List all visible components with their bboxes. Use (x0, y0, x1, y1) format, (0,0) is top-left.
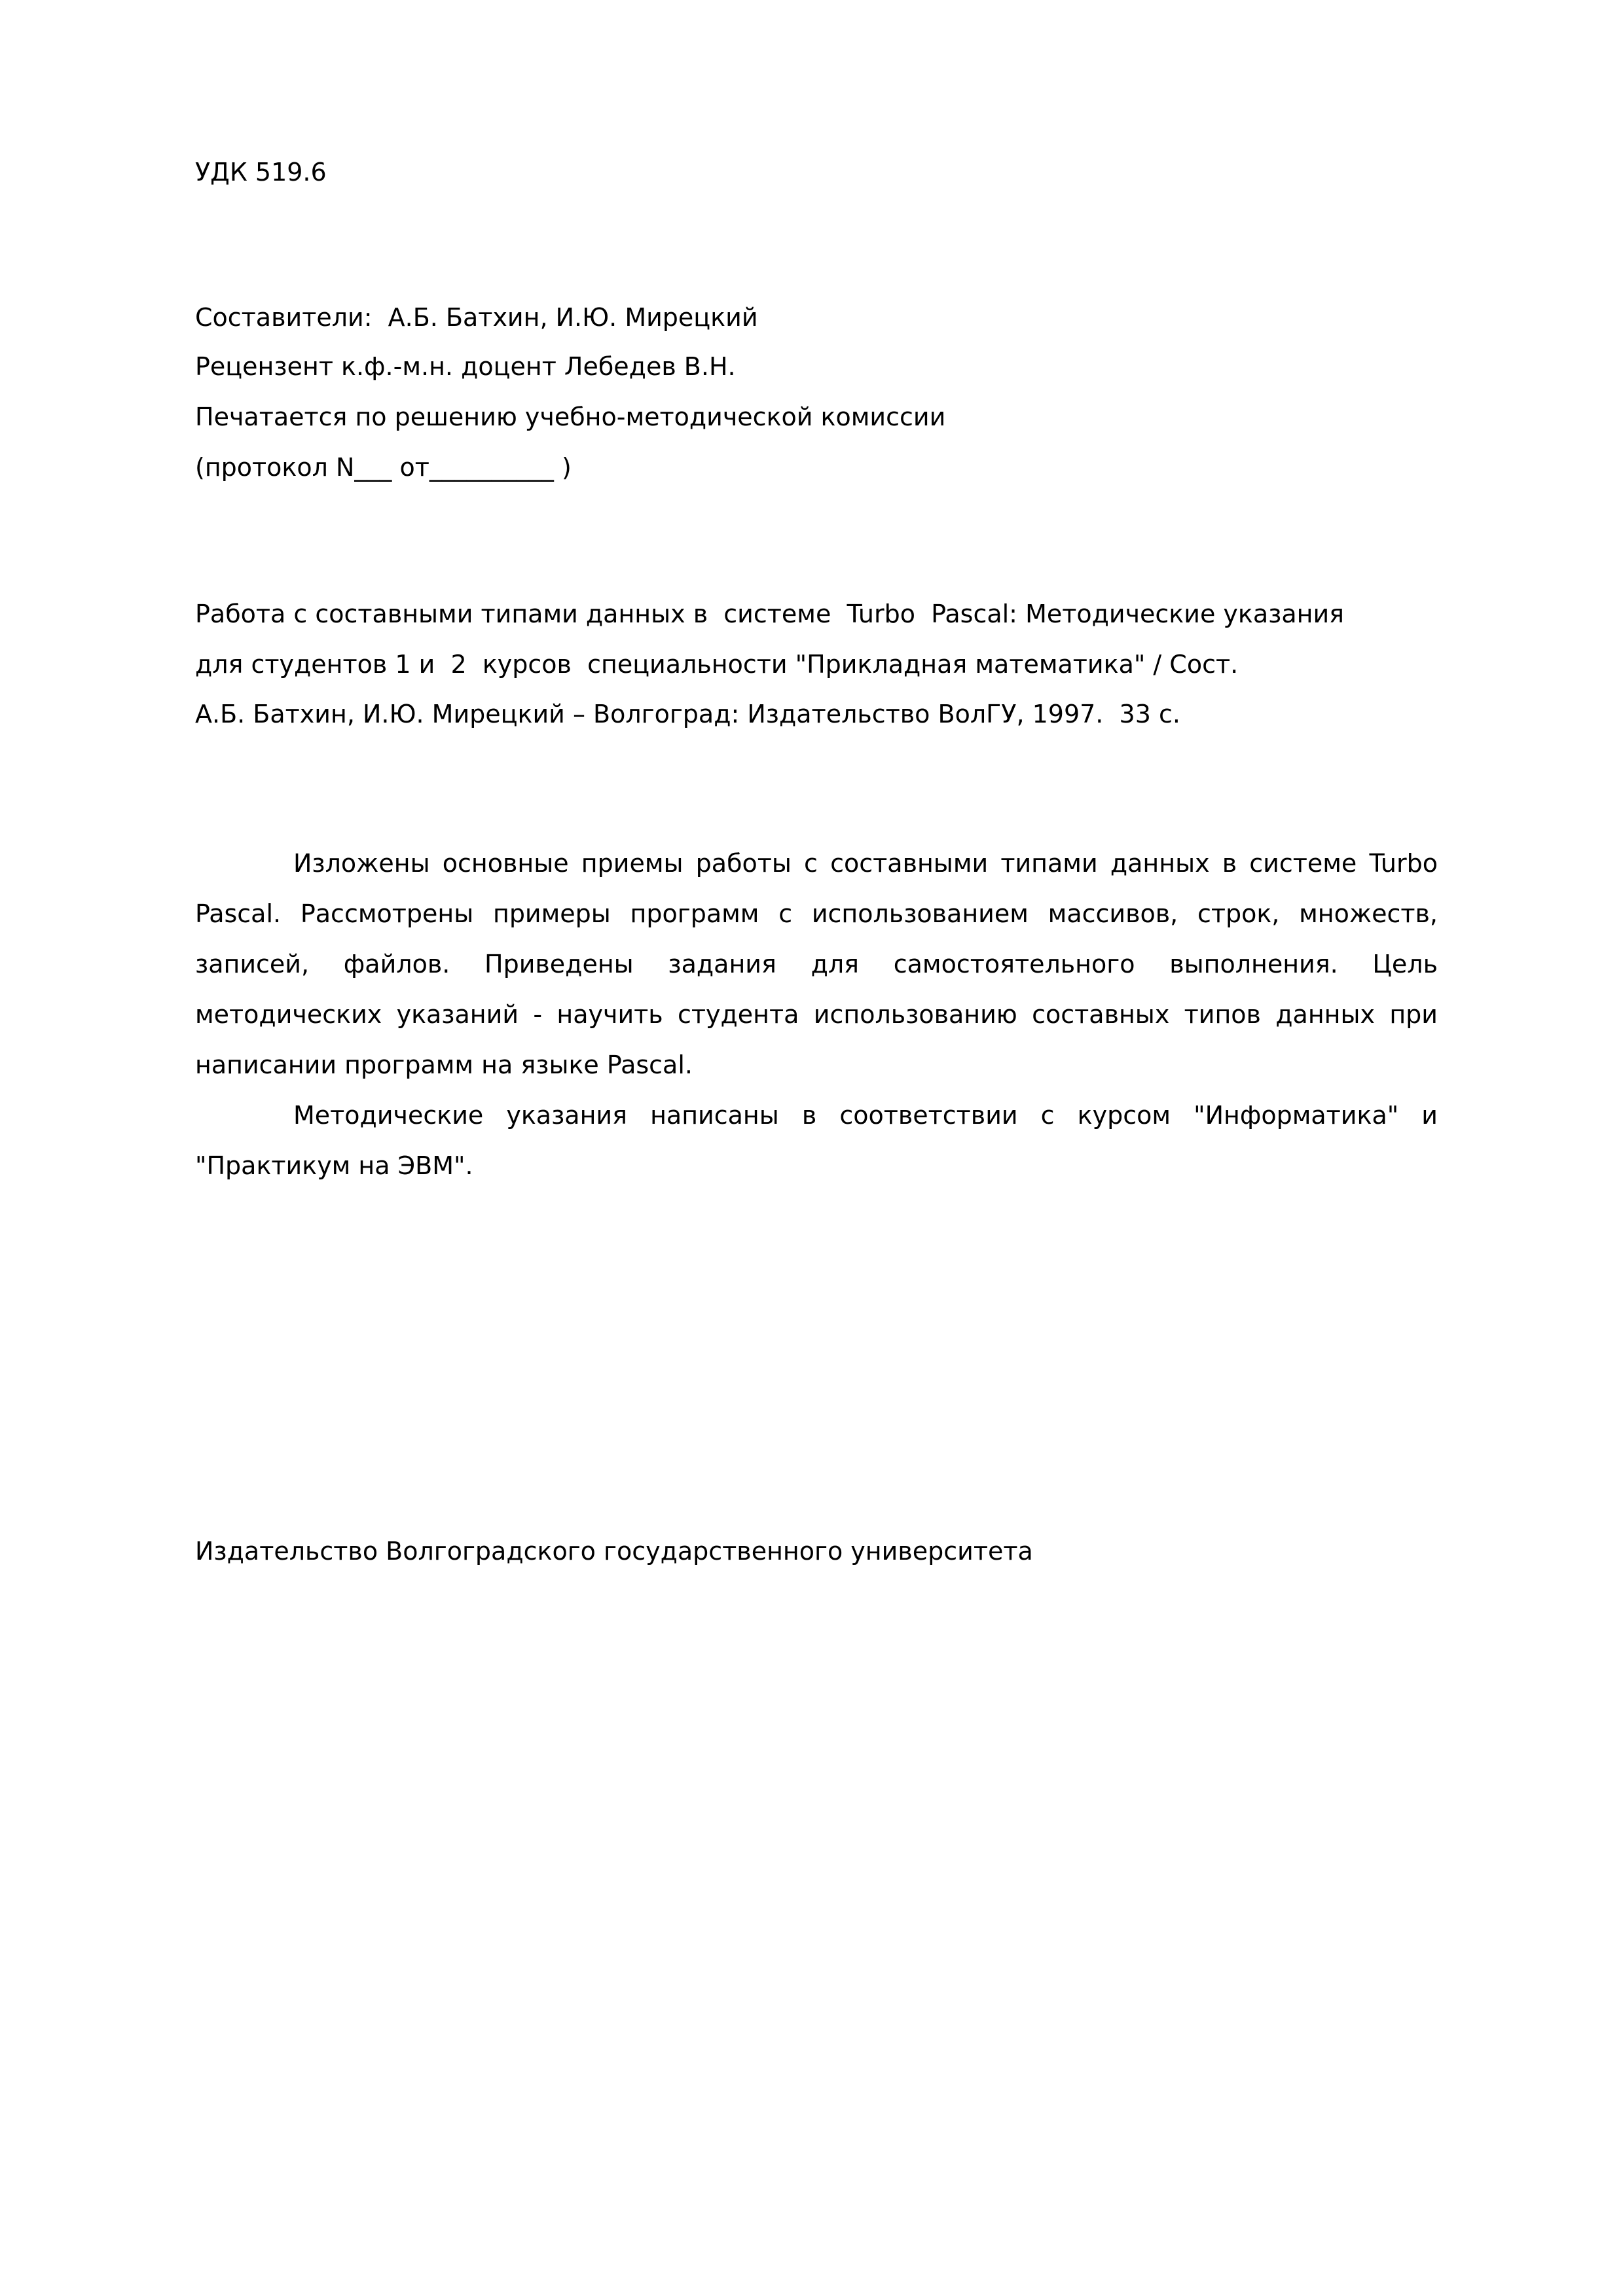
publisher-line: Издательство Волгоградского государственного университета (195, 1537, 1033, 1566)
udk-code: УДК 519.6 (195, 158, 327, 187)
bibliography-line-2: для студентов 1 и 2 курсов специальности "Прикладная математика" / Сост. (195, 650, 1239, 679)
abstract (195, 838, 1438, 1191)
abstract-paragraph-1: Изложены основные приемы работы с составными типами данных в системе Turbo Pascal. Рассмотрены примеры программ с использованием массивов, строк, множеств, записей, файлов. Приведены задания для самостоятельного выполнения. Цель методических указаний - научить студента использованию составных типов данных при написании программ на языке Pascal. (195, 849, 1438, 1079)
abstract-paragraph-2: Методические указания написаны в соответствии с курсом "Информатика" и "Практикум на ЭВМ". (195, 1101, 1438, 1180)
bibliography-line-3: А.Б. Батхин, И.Ю. Мирецкий – Волгоград: Издательство ВолГУ, 1997. 33 с. (195, 700, 1180, 728)
bibliography-line-1: Работа с составными типами данных в системе Turbo Pascal: Методические указания (195, 600, 1345, 628)
reviewer-line: Рецензент к.ф.-м.н. доцент Лебедев В.Н. (195, 352, 736, 381)
protocol-line: (протокол N___ от__________ ) (195, 453, 572, 482)
approval-line: Печатается по решению учебно-методической комиссии (195, 403, 946, 431)
compilers-line: Составители: А.Б. Батхин, И.Ю. Мирецкий (195, 303, 758, 332)
